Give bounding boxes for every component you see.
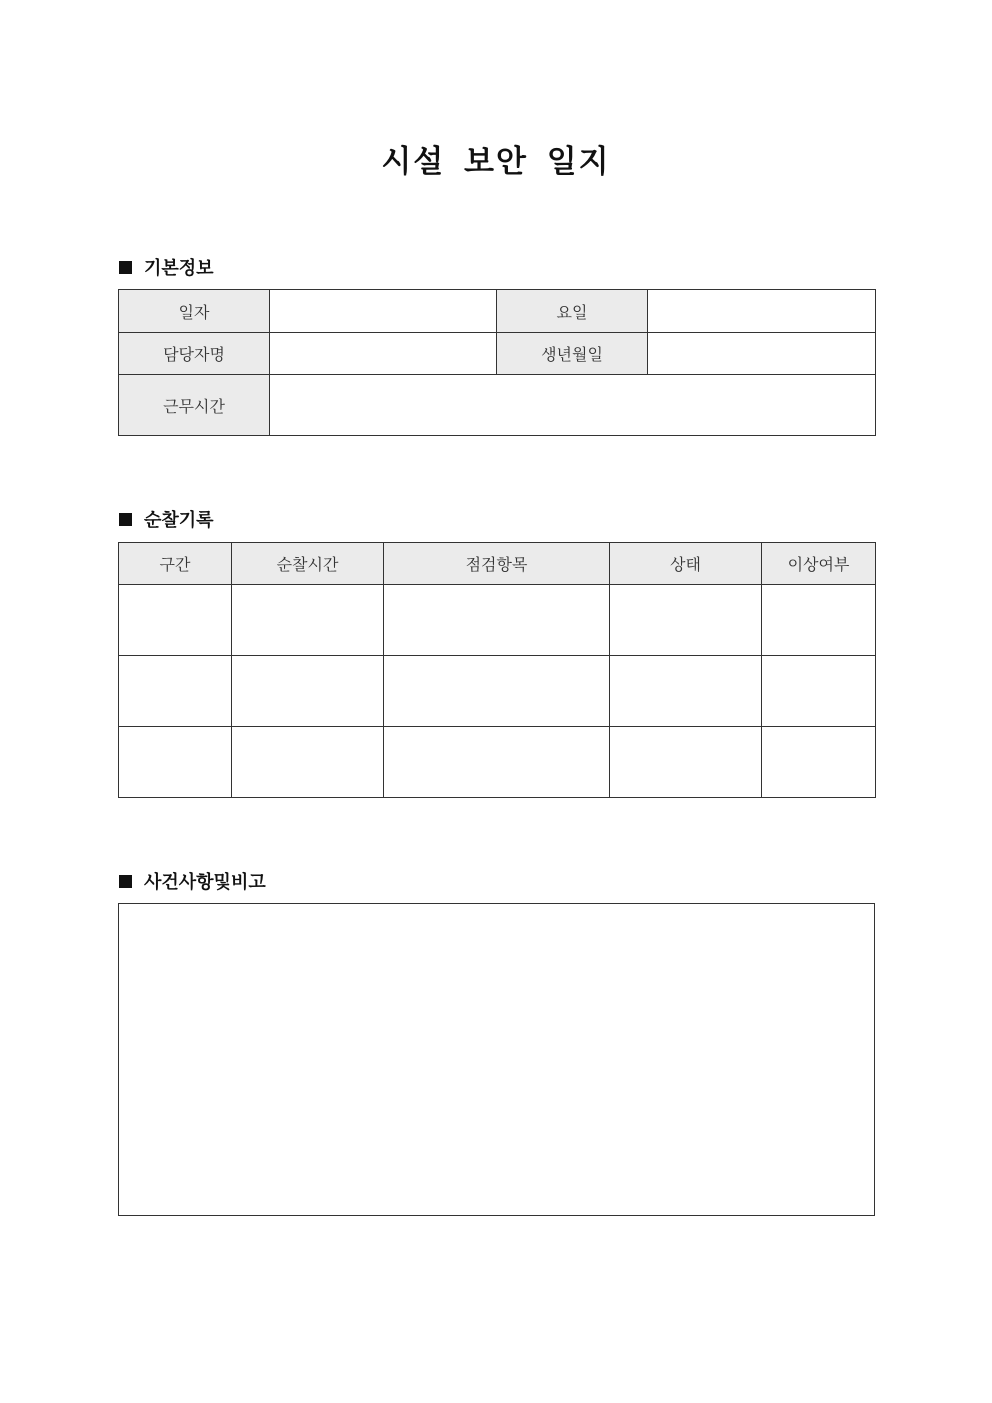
- patrol-cell[interactable]: [610, 585, 762, 656]
- patrol-cell[interactable]: [232, 656, 384, 727]
- birthdate-label: 생년월일: [497, 333, 648, 375]
- basic-info-heading-text: 기본정보: [144, 258, 214, 279]
- weekday-label: 요일: [497, 290, 648, 333]
- patrol-cell[interactable]: [762, 656, 876, 727]
- square-bullet-icon: [119, 513, 132, 526]
- square-bullet-icon: [119, 261, 132, 274]
- patrol-cell[interactable]: [384, 656, 610, 727]
- patrol-col-section: 구간: [119, 543, 232, 585]
- notes-heading-text: 사건사항및비고: [144, 872, 266, 893]
- patrol-table: [118, 542, 876, 798]
- patrol-col-time: 순찰시간: [232, 543, 384, 585]
- work-hours-label: 근무시간: [119, 375, 270, 436]
- table-row: [119, 727, 876, 798]
- patrol-cell[interactable]: [384, 585, 610, 656]
- table-row: [119, 656, 876, 727]
- patrol-heading-text: 순찰기록: [144, 510, 214, 531]
- page-title: 시설 보안 일지: [381, 144, 611, 180]
- work-hours-field[interactable]: [270, 375, 876, 436]
- patrol-cell[interactable]: [762, 727, 876, 798]
- patrol-cell[interactable]: [119, 585, 232, 656]
- weekday-field[interactable]: [648, 290, 876, 333]
- patrol-heading: [119, 506, 214, 532]
- patrol-cell[interactable]: [232, 585, 384, 656]
- date-field[interactable]: [270, 290, 497, 333]
- patrol-cell[interactable]: [384, 727, 610, 798]
- basic-info-table: [118, 289, 876, 436]
- manager-field[interactable]: [270, 333, 497, 375]
- manager-label: 담당자명: [119, 333, 270, 375]
- patrol-cell[interactable]: [610, 727, 762, 798]
- patrol-cell[interactable]: [119, 727, 232, 798]
- basic-info-heading: [119, 254, 214, 280]
- notes-heading: [119, 868, 266, 894]
- patrol-cell[interactable]: [232, 727, 384, 798]
- patrol-cell[interactable]: [610, 656, 762, 727]
- patrol-col-check-item: 점검항목: [384, 543, 610, 585]
- date-label: 일자: [119, 290, 270, 333]
- table-row: [119, 585, 876, 656]
- patrol-col-abnormal: 이상여부: [762, 543, 876, 585]
- square-bullet-icon: [119, 875, 132, 888]
- notes-field[interactable]: [118, 903, 875, 1216]
- birthdate-field[interactable]: [648, 333, 876, 375]
- patrol-cell[interactable]: [119, 656, 232, 727]
- patrol-cell[interactable]: [762, 585, 876, 656]
- patrol-col-status: 상태: [610, 543, 762, 585]
